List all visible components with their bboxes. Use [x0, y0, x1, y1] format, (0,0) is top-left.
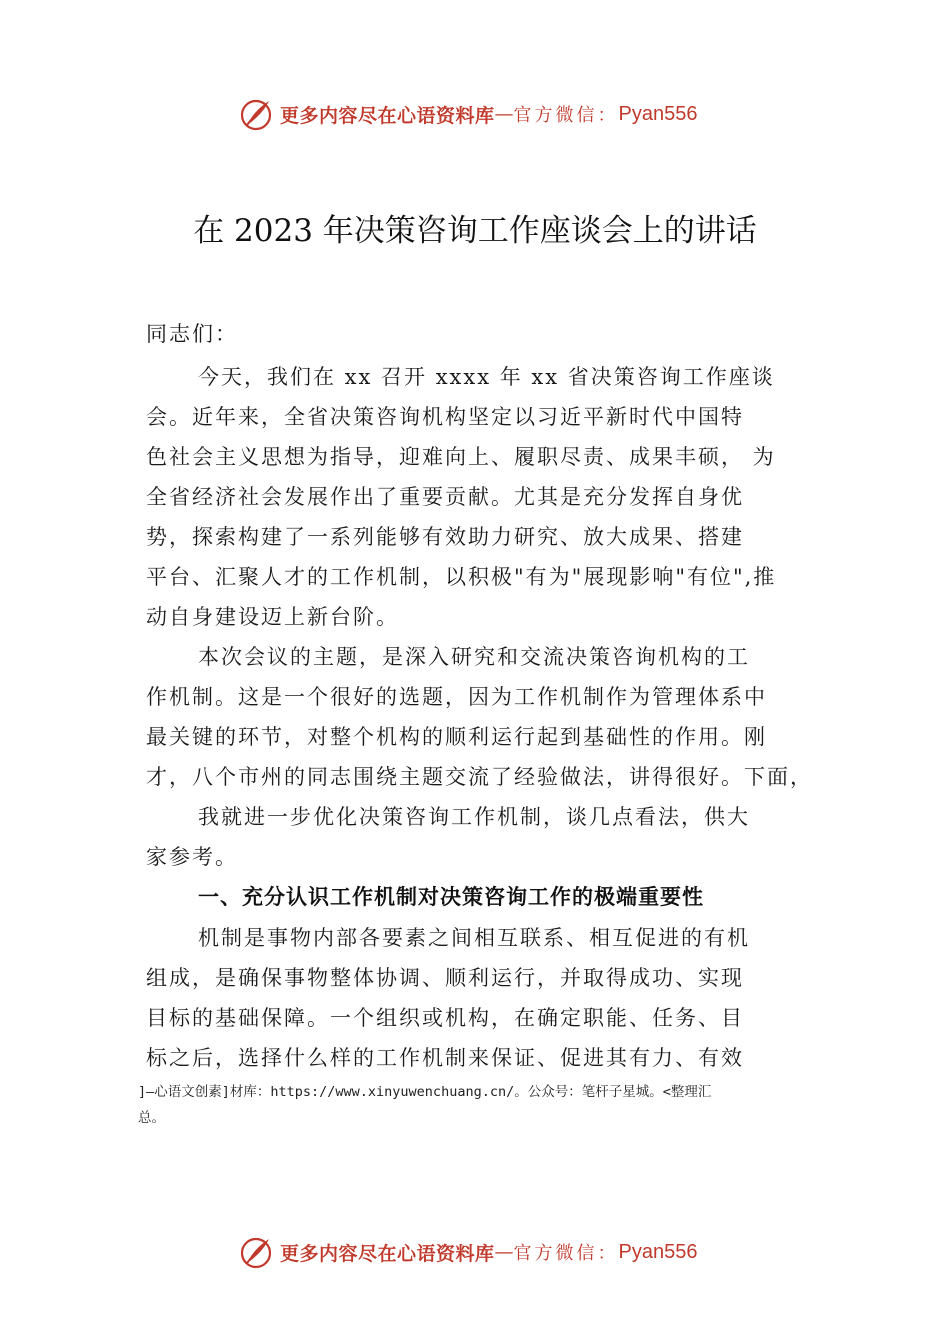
body-line: 机制是事物内部各要素之间相互联系、相互促进的有机: [198, 926, 750, 950]
banner-wechat-id: Pyan556: [618, 1240, 698, 1263]
banner-slogan: 更多内容尽在心语资料库: [280, 104, 495, 127]
body-line: 家参考。: [146, 845, 238, 869]
salutation: 同志们：: [146, 322, 238, 346]
body-line: 标之后，选择什么样的工作机制来保证、促进其有力、有效: [146, 1046, 744, 1070]
banner-dash: —: [494, 1241, 514, 1263]
footer-banner: [238, 1232, 758, 1272]
body-line: 势，探索构建了一系列能够有效助力研究、放大成果、搭建: [146, 525, 744, 549]
banner-wechat-id: Pyan556: [618, 102, 698, 125]
body-line: 平台、汇聚人才的工作机制，以积极"有为"展现影响"有位",推: [146, 565, 777, 589]
source-note: 总。: [138, 1110, 165, 1126]
document-title: 在 2023 年决策咨询工作座谈会上的讲话: [193, 213, 757, 249]
body-line: 本次会议的主题，是深入研究和交流决策咨询机构的工: [198, 645, 750, 669]
source-note: ]—心语文创素]材库：https://www.xinyuwenchuang.cn/。公众号：笔杆子星城。<整理汇: [138, 1084, 712, 1100]
body-line: 动自身建设迈上新台阶。: [146, 605, 399, 629]
banner-wechat-label: 官方微信：: [513, 105, 619, 126]
body-line: 最关键的环节，对整个机构的顺利运行起到基础性的作用。刚: [146, 725, 767, 749]
banner-wechat-label: 官方微信：: [513, 1243, 619, 1264]
body-line: 作机制。这是一个很好的选题，因为工作机制作为管理体系中: [146, 685, 767, 709]
body-line: 色社会主义思想为指导，迎难向上、履职尽责、成果丰硕， 为: [146, 445, 776, 469]
section-heading-1: 一、充分认识工作机制对决策咨询工作的极端重要性: [198, 885, 704, 909]
quill-logo-icon: [238, 1234, 274, 1270]
body-line: 会。近年来，全省决策咨询机构坚定以习近平新时代中国特: [146, 405, 744, 429]
body-line: 我就进一步优化决策咨询工作机制，谈几点看法，供大: [198, 805, 750, 829]
banner-slogan: 更多内容尽在心语资料库: [280, 1242, 495, 1265]
body-line: 全省经济社会发展作出了重要贡献。尤其是充分发挥自身优: [146, 485, 744, 509]
quill-logo-icon: [238, 96, 274, 132]
body-line: 今天，我们在 xx 召开 xxxx 年 xx 省决策咨询工作座谈: [198, 365, 775, 389]
body-line: 目标的基础保障。一个组织或机构，在确定职能、任务、目: [146, 1006, 744, 1030]
body-line: 才，八个市州的同志围绕主题交流了经验做法，讲得很好。下面，: [146, 765, 813, 789]
body-line: 组成，是确保事物整体协调、顺利运行，并取得成功、实现: [146, 966, 744, 990]
banner-dash: —: [494, 103, 514, 125]
header-banner: [238, 94, 758, 134]
